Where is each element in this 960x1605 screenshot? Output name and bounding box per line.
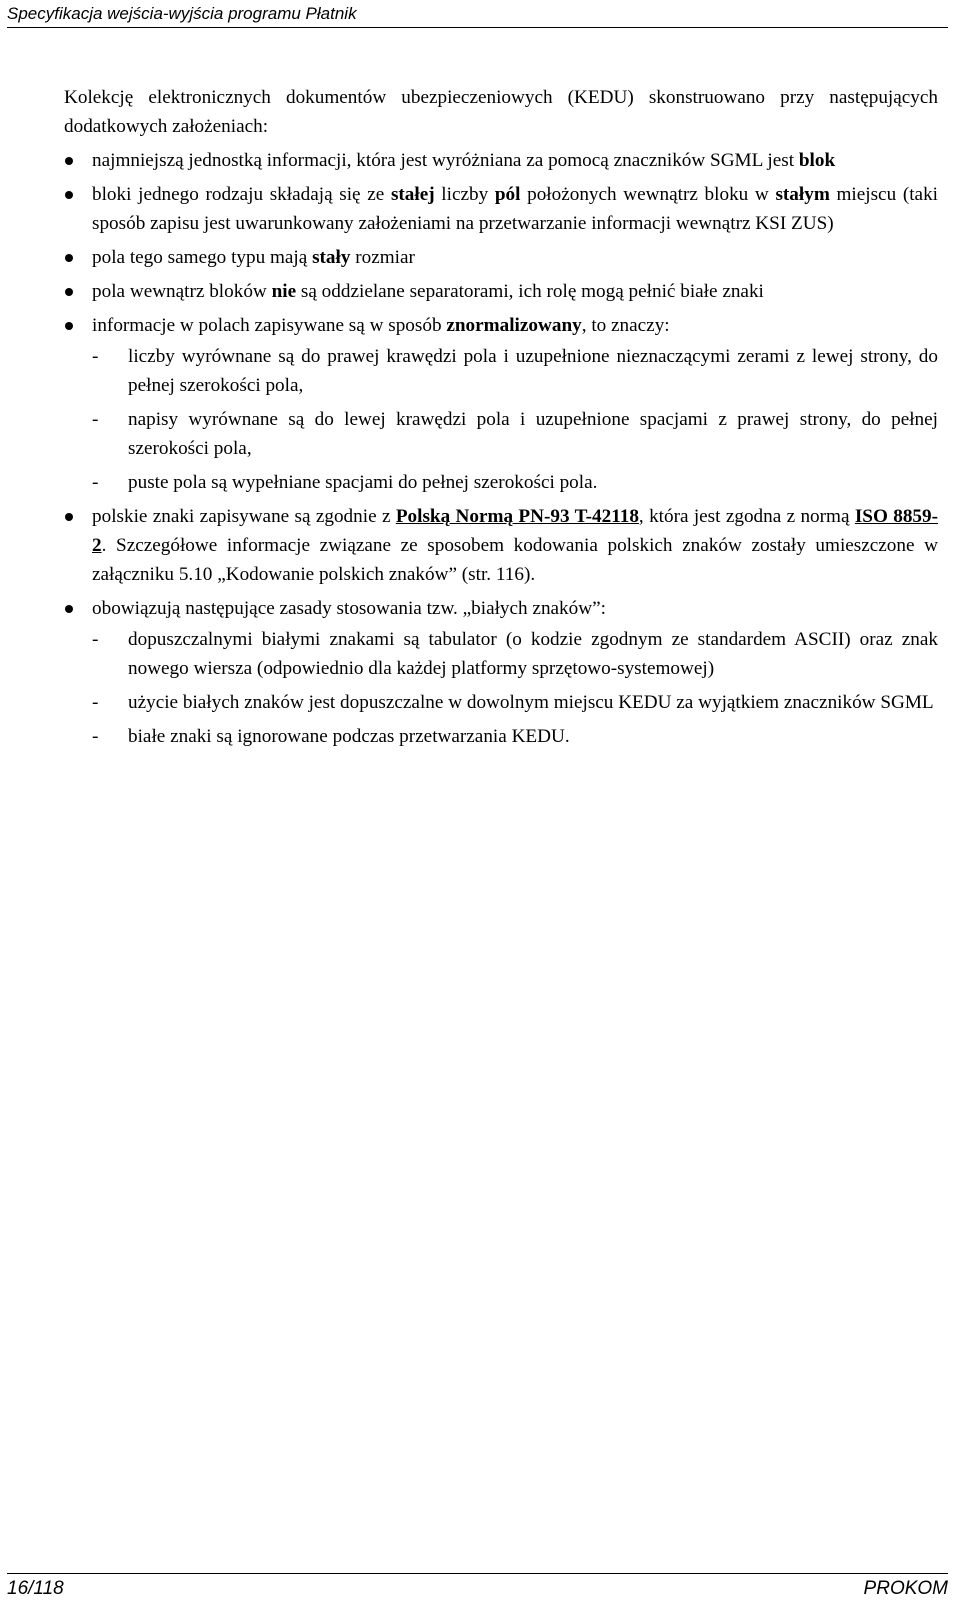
company-name: PROKOM [863,1578,948,1599]
dash-item: - puste pola są wypełniane spacjami do pełnej szerokości pola. [64,468,938,497]
intro-paragraph: Kolekcję elektronicznych dokumentów ubezpieczeniowych (KEDU) skonstruowano przy następujących dodatkowych założeniach: [64,87,938,137]
dash-item: - dopuszczalnymi białymi znakami są tabulator (o kodzie zgodnym ze standardem ASCII) oraz znak nowego wiersza (odpowiednio dla każdej platformy sprzętowo-systemowej) [64,625,938,683]
bullet-item-1: najmniejszą jednostką informacji, która jest wyróżniana za pomocą znaczników SGML jest blok [64,146,938,175]
header-title: Specyfikacja wejścia-wyjścia programu Płatnik [7,4,357,23]
page-footer [7,1573,948,1604]
document-body [64,83,938,751]
bullet-item-3: pola tego samego typu mają stały rozmiar [64,243,938,272]
dash-item: - użycie białych znaków jest dopuszczalne w dowolnym miejscu KEDU za wyjątkiem znaczników SGML [64,688,938,717]
page-number: 16/118 [7,1578,64,1599]
dash-item: - napisy wyrównane są do lewej krawędzi pola i uzupełnione spacjami z prawej strony, do pełnej szerokości pola, [64,405,938,463]
bullet-item-2: bloki jednego rodzaju składają się ze stałej liczby pól położonych wewnątrz bloku w stałym miejscu (taki sposób zapisu jest uwarunkowany założeniami na przetwarzanie informacji wewnątrz KSI ZUS) [64,180,938,238]
bullet-item-7: obowiązują następujące zasady stosowania tzw. „białych znaków”: [64,594,938,623]
dash-item: - białe znaki są ignorowane podczas przetwarzania KEDU. [64,722,938,751]
bullet-item-6: polskie znaki zapisywane są zgodnie z Polską Normą PN-93 T-42118, która jest zgodna z normą ISO 8859-2. Szczegółowe informacje związane ze sposobem kodowania polskich znaków zostały umieszczone w załączniku 5.10 „Kodowanie polskich znaków” (str. 116). [64,502,938,589]
page-header [7,5,948,28]
bullet-item-5: informacje w polach zapisywane są w sposób znormalizowany, to znaczy: [64,311,938,340]
bullet-item-4: pola wewnątrz bloków nie są oddzielane separatorami, ich rolę mogą pełnić białe znaki [64,277,938,306]
dash-item: - liczby wyrównane są do prawej krawędzi pola i uzupełnione nieznaczącymi zerami z lewej strony, do pełnej szerokości pola, [64,342,938,400]
